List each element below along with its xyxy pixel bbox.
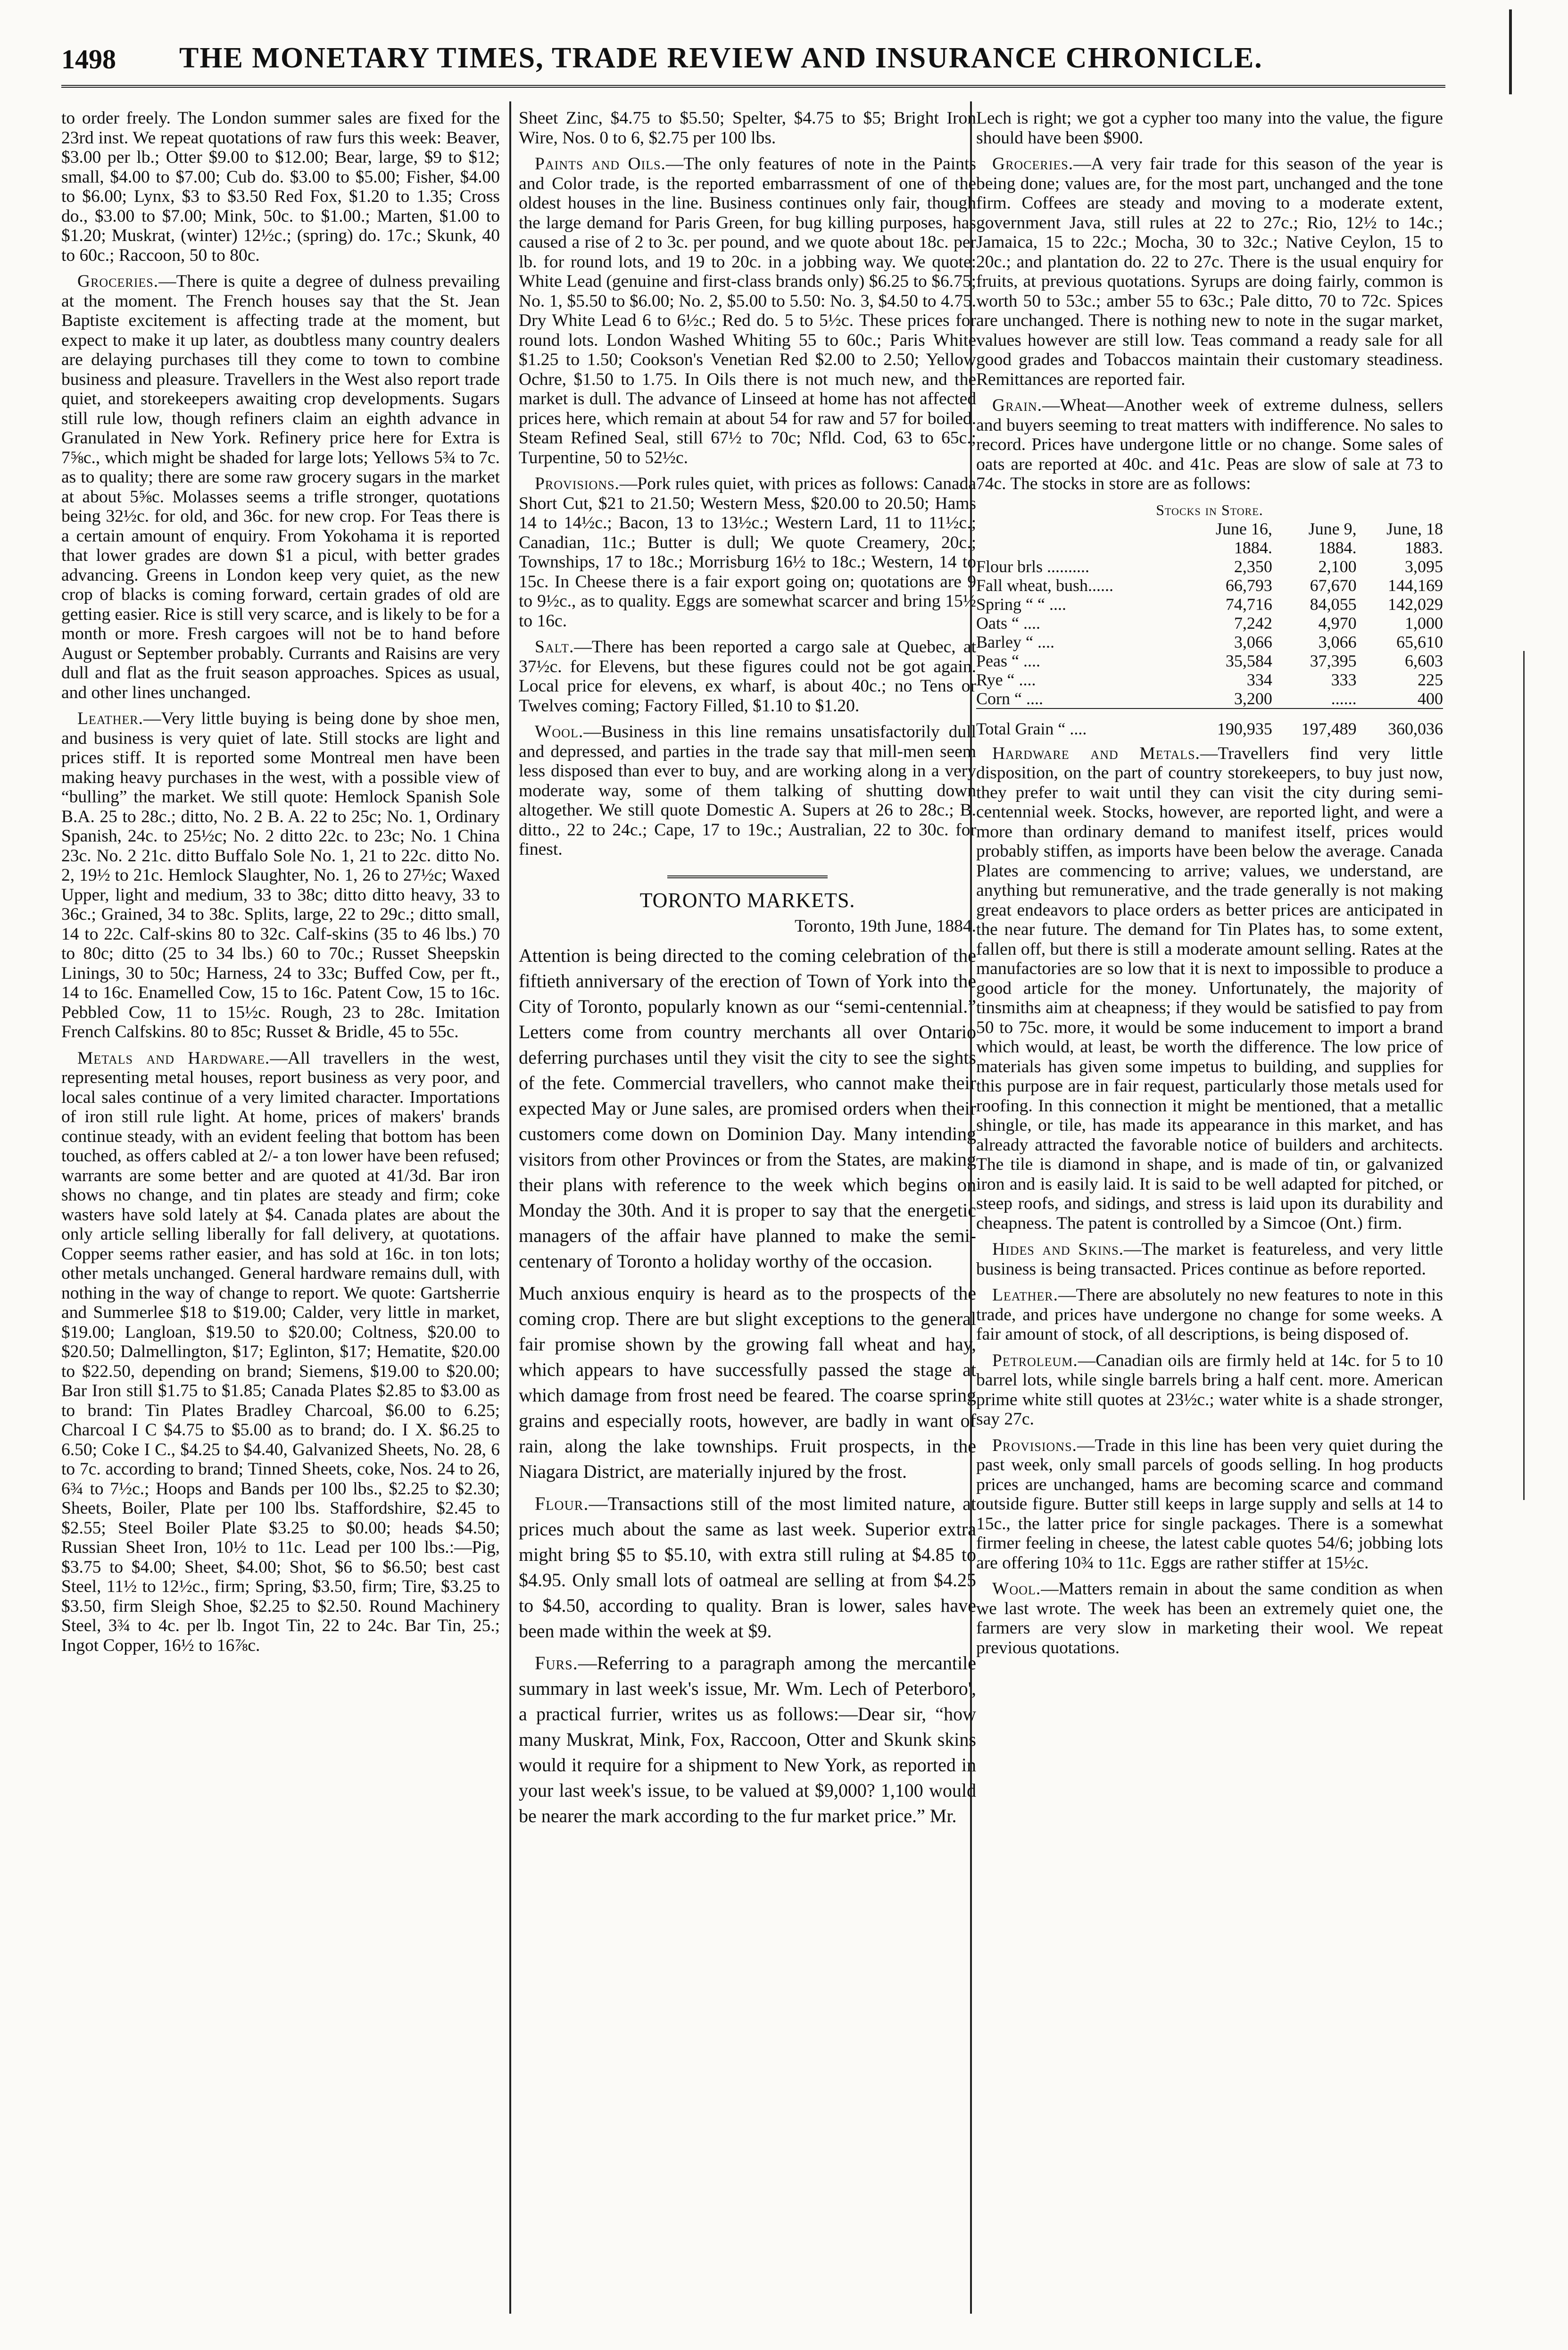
table-row (976, 633, 1443, 651)
table-row (976, 595, 1443, 614)
column-3-top (976, 108, 1443, 494)
paragraph-text: —Trade in this line has been very quiet during the past week, only small parcels of goods selling. In hog products prices are unchanged, hams are becoming scarce and command outside figure. Butter still keeps in large supply and sells at 14 to 15c., the latter price for single packages. There is a somewhat firmer feeling in cheese, the latest cable quotes 54/6; jobbing lots are offering 10¾ to 11c. Eggs are rather stiffer at 15½c. (976, 1435, 1443, 1573)
paragraph (976, 1436, 1443, 1573)
paragraph-text: —Matters remain in about the same condition as when we last wrote. The week has been an extremely quiet one, the farmers are very slow in marketing their wool. We repeat previous quotations. (976, 1579, 1443, 1658)
row-label: Rye “ .... (976, 670, 1036, 689)
paragraph-text: —Canadian oils are firmly held at 14c. for 5 to 10 barrel lots, while single barrels bring a half cent. more. American prime white still quotes at 23½c.; water white is a shade stronger, say 27c. (976, 1350, 1443, 1429)
column-2-top (519, 108, 976, 859)
section-lead: Salt. (535, 637, 574, 657)
row-value: 3,095 (1405, 557, 1443, 576)
column-2-article (519, 943, 976, 1829)
column-header-year: 1884. (1234, 538, 1272, 557)
paragraph (976, 744, 1443, 1233)
table-row (976, 651, 1443, 670)
publication-title: THE MONETARY TIMES, TRADE REVIEW AND INSURANCE CHRONICLE. (179, 42, 1263, 74)
stocks-table (976, 500, 1443, 738)
dateline: Toronto, 19th June, 1884. (795, 917, 976, 936)
stocks-table-body (976, 557, 1443, 708)
paragraph (976, 1579, 1443, 1658)
section-title: TORONTO MARKETS. (639, 888, 855, 912)
paragraph-text: Much anxious enquiry is heard as to the prospects of the coming crop. There are but slight exceptions to the general fair promise shown by the growing fall wheat and hay, which appears to have successfully passed the stage at which damage from frost need be feared. The coarse spring grains and especially roots, however, are badly in want of rain, along the lake townships. Fruit prospects, in the Niagara District, are materially injured by the frost. (519, 1282, 976, 1482)
paragraph-text: —Travellers find very little disposition, on the part of country storekeepers, to buy just now, they prefer to wait until they can visit the city during semi-centennial week. Stocks, however, are reported light, and were a more than ordinary demand to manifest itself, prices would probably stiffen, as imports have been below the average. Canada Plates are commencing to arrive; values, we understand, are anything but remunerative, and the trade generally is not making great endeavors to place orders as better prices are anticipated in the near future. The demand for Tin Plates has, to some extent, fallen off, but there is still a moderate amount selling. Rates at the manufactories are so low that it is next to impossible to produce a good article for the money. Unfortunately, the majority of tinsmiths aim at cheapness; if they would be satisfied to pay from 50 to 75c. more, it would be some inducement to import a brand which would, at least, be worth the difference. The low price of materials has given some impetus to building, and supplies for this purpose are in fair request, particularly those metals used for roofing. In this connection it might be mentioned, that a metallic shingle, or tile, has made its appearance in this market, and has already attracted the favorable notice of builders and architects. The tile is diamond in shape, and is made of tin, or galvanized iron and is easily laid. It is said to be well adapted for pitched, or steep roofs, and sidings, and stress is laid upon its durability and cheapness. The patent is controlled by a Simcoe (Ont.) firm. (976, 743, 1443, 1233)
paragraph (61, 1049, 500, 1656)
section-lead: Leather. (992, 1285, 1058, 1305)
total-value: 190,935 (1217, 719, 1272, 738)
paragraph-text: —Wheat—Another week of extreme dulness, sellers and buyers seeming to treat matters with indifference. No sales to record. Prices have undergone little or no change. Some sales of oats are reported at 40c. and 41c. Peas are slow of sale at 73 to 74c. The stocks in store are as follows: (976, 396, 1443, 493)
header-rule (61, 85, 1445, 88)
paragraph-text: —The market is featureless, and very little business is being transacted. Prices continue as before reported. (976, 1240, 1443, 1279)
paragraph-text: —The only features of note in the Paints and Color trade, is the reported embarrassment of one of the oldest houses in the line. Business continues only fair, though the large demand for Paris Green, for bug killing purposes, has caused a rise of 2 to 3c. per pound, and we quote about 18c. per lb. for round lots, and 19 to 20c. in a jobbing way. We quote: White Lead (genuine and first-class brands only) $6.25 to $6.75; No. 1, $5.50 to $6.00; No. 2, $5.00 to 5.50: No. 3, $4.50 to 4.75. Dry White Lead 6 to 6½c.; Red do. 5 to 5½c. These prices for round lots. London Washed Whiting 55 to 60c.; Paris White $1.25 to 1.50; Cookson's Venetian Red $2.00 to 2.50; Yellow Ochre, $1.50 to 1.75. In Oils there is not much new, and the market is dull. The advance of Linseed at home has not affected prices here, which remain at about 54 for raw and 57 for boiled. Steam Refined Seal, still 67½ to 70c; Nfld. Cod, 63 to 65c.; Turpentine, 50 to 52½c. (519, 154, 976, 467)
table-row (976, 557, 1443, 576)
page-header (61, 38, 1443, 80)
paragraph-text: —There are absolutely no new features to note in this trade, and prices have undergone no change for some weeks. A fair amount of stock, of all descriptions, is being disposed of. (976, 1285, 1443, 1344)
paragraph-text: —Pork rules quiet, with prices as follows: Canada Short Cut, $21 to 21.50; Western Mess, $20.00 to 20.50; Hams 14 to 14½c.; Bacon, 13 to 13½c.; Western Lard, 11 to 11½c.; Canadian, 11c.; Butter is dull; We quote Creamery, 20c.; Townships, 17 to 18c.; Morrisburg 16½ to 18c.; Western, 14 to 15c. In Cheese there is a fair export going on; quotations are 9 to 9½c., as to quality. Eggs are somewhat scarcer and bring 15½ to 16c. (519, 474, 976, 631)
row-value: 144,169 (1388, 575, 1443, 595)
row-label: Corn “ .... (976, 689, 1043, 708)
column-header-year: 1884. (1318, 538, 1357, 557)
paragraph-text: —There is quite a degree of dulness prevailing at the moment. The French houses say that the St. Jean Baptiste excitement is affecting trade at the moment, but expect to make it up later, as doubtless many country dealers are delaying purchases till they come to town to combine business and pleasure. Travellers in the West also report trade quiet, and storekeepers awaiting crop developments. Sugars still rule low, though refiners claim an eighth advance in Granulated in New York. Refinery price here for Extra is 7⅝c., which might be shaded for large lots; Yellows 5¾ to 7c. as to quality; there are some raw grocery sugars in the market at about 5⅝c. Molasses seems a trifle stronger, quotations being 32½c. for old, and 36c. for new crop. For Teas there is a certain amount of enquiry. From Yokohama it is reported that lower grades are down $1 a picul, with better grades advancing. Greens in London keep very quiet, as the new crop of blacks is coming forward, certain grades of old are getting easier. Rice is still very scarce, and is likely to be for a month or more. Fresh cargoes will not be to hand before August or September probably. Currants and Raisins are very dull and flat as the fruit season approaches. Spices as usual, and other lines unchanged. (61, 272, 500, 702)
margin-bracket (1523, 651, 1527, 1500)
row-value: 333 (1331, 670, 1357, 689)
paragraph (519, 1281, 976, 1484)
table-row (976, 689, 1443, 708)
row-label: Barley “ .... (976, 632, 1054, 651)
column-header-year: 1883. (1405, 538, 1443, 557)
paragraph-text: —All travellers in the west, representing metal houses, report business as very poor, and local sales continue of a very limited character. Importations of iron still rule light. At home, prices of makers' brands continue steady, with an evident feeling that bottom has been touched, as offers cabled at 2/- a ton lower have been refused; warrants are some better and are quoted at 41/3d. Bar iron shows no change, and tin plates are steady and firm; coke wasters have sold lately at $4. Canada plates are about the only article selling liberally for fall delivery, at quotations. Copper seems rather easier, and has sold at 16c. in ton lots; other metals unchanged. General hardware remains dull, with nothing in the way of change to report. We quote: Gartsherrie and Summerlee $18 to $19.00; Calder, very little in market, $19.00; Langloan, $19.50 to $20.00; Coltness, $20.00 to $20.50; Dalmellington, $17; Eglinton, $17; Hematite, $20.00 to $22.50, depending on brand; Siemens, $19.00 to $20.00; Bar Iron still $1.75 to $1.85; Canada Plates $2.85 to $3.00 as to brand: Tin Plates Bradley Charcoal, $6.00 to 6.25; Charcoal I C $4.75 to $5.00 as to brand; do. I X. $6.25 to 6.50; Coke I C., $4.25 to $4.40, Galvanized Sheets, No. 28, 6 to 7c. according to brand; Tinned Sheets, coke, Nos. 24 to 26, 6¾ to 7½c.; Hoops and Bands per 100 lbs., $2.25 to $2.30; Sheets, Boiler, Plate per 100 lbs. Staffordshire, $2.45 to $2.55; Steel Boiler Plate $3.25 to $0.00; heads $4.50; Russian Sheet Iron, 10½ to 11c. Lead per 100 lbs.:—Pig, $3.75 to $4.00; Sheet, $4.00; Shot, $6 to $6.50; best cast Steel, 11½ to 12½c., firm; Spring, $3.50, firm; Tire, $3.25 to $3.50, firm Sleigh Shoe, $2.25 to $2.50. Round Machinery Steel, 3¾ to 4c. per lb. Ingot Tin, 22 to 24c. Bar Tin, 25.; Ingot Copper, 16½ to 16⅞c. (61, 1048, 500, 1655)
total-value: 360,036 (1388, 719, 1443, 738)
paragraph (976, 396, 1443, 494)
table-row (976, 614, 1443, 633)
paragraph (976, 1240, 1443, 1279)
paragraph-text: —Very little buying is being done by shoe men, and business is very quiet of late. Still stocks are light and prices stiff. It is reported some Montreal men have been making heavy purchases in the west, with a possible view of “bulling” the market. We still quote: Hemlock Spanish Sole B.A. 25 to 28c.; ditto, No. 2 B. A. 22 to 25c; No. 1, Ordinary Spanish, 24c. to 25½c; No. 2 ditto 22c. to 23c; No. 1 China 23c. No. 2 21c. ditto Buffalo Sole No. 1, 21 to 22c. ditto No. 2, 19½ to 21c. Hemlock Slaughter, No. 1, 26 to 27½c; Waxed Upper, light and medium, 33 to 38c; ditto ditto heavy, 33 to 36c.; Grained, 34 to 38c. Splits, large, 22 to 29c.; ditto small, 14 to 22c. Calf-skins 80 to 32c. Calf-skins (35 to 46 lbs.) 70 to 80c; ditto (25 to 34 lbs.) 60 to 70c.; Russet Sheepskin Linings, 30 to 50c; Harness, 24 to 33c; Buffed Cow, per ft., 14 to 16c. Enamelled Cow, 15 to 16c. Patent Cow, 15 to 16c. Pebbled Cow, 11 to 15½c. Rough, 23 to 28c. Imitation French Calfskins. 80 to 85c; Russet & Bridle, 45 to 55c. (61, 709, 500, 1042)
row-label: Flour brls .......... (976, 557, 1090, 576)
section-lead: Wool. (535, 722, 584, 742)
row-value: 4,970 (1318, 613, 1357, 633)
row-value: ...... (1331, 689, 1357, 708)
paragraph-text: to order freely. The London summer sales are fixed for the 23rd inst. We repeat quotations of raw furs this week: Beaver, $3.00 per lb.; Otter $9.00 to $12.00; Bear, large, $9 to $12; small, $4.00 to $7.00; Cub do. $3.00 to $5.00; Fisher, $4.00 to $6.00; Lynx, $3 to $3.50 Red Fox, $1.20 to 1.35; Cross do., $3.00 to $7.00; Mink, 50c. to $1.00.; Marten, $1.00 to $1.20; Muskrat, (winter) 12½c.; (spring) do. 17c.; Skunk, 40 to 60c.; Raccoon, 50 to 80c. (61, 108, 500, 265)
row-value: 74,716 (1225, 594, 1272, 614)
row-value: 1,000 (1405, 613, 1443, 633)
paragraph (519, 943, 976, 1274)
paragraph (519, 154, 976, 467)
row-value: 37,395 (1310, 651, 1357, 670)
column-header: June 16, (1215, 519, 1272, 538)
row-value: 35,584 (1225, 651, 1272, 670)
row-label: Spring “ “ .... (976, 594, 1066, 614)
section-lead: Metals and Hardware. (77, 1048, 270, 1068)
column-2 (519, 108, 976, 2325)
paragraph (519, 1650, 976, 1829)
total-value: 197,489 (1301, 719, 1357, 738)
row-value: 2,350 (1234, 557, 1272, 576)
row-label: Peas “ .... (976, 651, 1040, 670)
paragraph (61, 108, 500, 265)
paragraph (976, 1351, 1443, 1429)
row-value: 65,610 (1396, 632, 1443, 651)
section-divider (667, 875, 828, 878)
paragraph (976, 108, 1443, 148)
row-value: 334 (1246, 670, 1272, 689)
section-lead: Hides and Skins. (992, 1240, 1124, 1259)
section-lead: Hardware and Metals. (992, 743, 1200, 763)
paragraph-text: —Business in this line remains unsatisfactorily dull and depressed, and parties in the trade say that mill-men seem less disposed than ever to buy, and are working along in a very moderate way, some of them talking of shutting down altogether. We still quote Domestic A. Supers at 26 to 28c.; B. ditto., 22 to 24c.; Cape, 17 to 19c.; Australian, 22 to 30c. for finest. (519, 722, 976, 859)
table-row (976, 670, 1443, 689)
row-value: 67,670 (1310, 575, 1357, 595)
paragraph (519, 637, 976, 716)
paragraph-text: —Transactions still of the most limited nature, at prices much about the same as last week. Superior extra might bring $5 to $5.10, with extra still ruling at $4.85 to $4.95. Only small lots of oatmeal are selling at from $4.25 to $4.50, according to quality. Bran is lower, sales have been made within the week at $9. (519, 1492, 976, 1642)
paragraph (519, 1491, 976, 1644)
paragraph (519, 474, 976, 631)
column-3 (976, 108, 1443, 2325)
section-lead: Flour. (535, 1492, 589, 1514)
row-value: 7,242 (1234, 613, 1272, 633)
row-value: 3,066 (1234, 632, 1272, 651)
row-label: Oats “ .... (976, 613, 1040, 633)
section-lead: Wool. (992, 1579, 1041, 1599)
column-rule-1 (509, 101, 511, 2314)
paragraph (976, 1285, 1443, 1344)
paragraph-text: —Referring to a paragraph among the mercantile summary in last week's issue, Mr. Wm. Lech of Peterboro', a practical furrier, writes us as follows:—Dear sir, “how many Muskrat, Mink, Fox, Raccoon, Otter and Skunk skins would it require for a shipment to New York, as reported in your last week's issue, to be valued at $9,000? 1,100 would be nearer the mark according to the fur market price.” Mr. (519, 1652, 976, 1826)
paragraph (519, 108, 976, 148)
section-lead: Groceries. (992, 154, 1074, 174)
row-value: 142,029 (1388, 594, 1443, 614)
section-lead: Furs. (535, 1652, 578, 1674)
row-value: 3,200 (1234, 689, 1272, 708)
row-value: 3,066 (1318, 632, 1357, 651)
column-3-bottom (976, 744, 1443, 1658)
paragraph-text: —A very fair trade for this season of the year is being done; values are, for the most part, unchanged and the tone firm. Coffees are steady and moving to a moderate extent, government Java, still rules at 22 to 27c.; Rio, 12½ to 14c.; Jamaica, 15 to 22c.; Mocha, 30 to 32c.; Native Ceylon, 15 to 20c.; and plantation do. 22 to 27c. There is the usual enquiry for fruits, at previous quotations. Syrups are doing fairly, common is worth 50 to 53c.; amber 55 to 63c.; Pale ditto, 70 to 72c. Spices are unchanged. There is nothing new to note in the sugar market, values however are still low. Teas command a ready sale for all good grades and Tobaccos maintain their customary steadiness. Remittances are reported fair. (976, 154, 1443, 389)
table-row (976, 576, 1443, 595)
total-label: Total Grain “ .... (976, 719, 1087, 738)
row-value: 84,055 (1310, 594, 1357, 614)
table-total-row (976, 711, 1443, 738)
paragraph-text: Lech is right; we got a cypher too many into the value, the figure should have been $900. (976, 108, 1443, 148)
paragraph-text: Attention is being directed to the coming celebration of the fiftieth anniversary of the erection of Town of York into the City of Toronto, popularly known as our “semi-centennial.” Letters come from country merchants all over Ontario deferring purchases until they visit the city to see the sights of the fete. Commercial travellers, who cannot make their expected May or June sales, are promised orders when their customers come down on Dominion Day. Many intending visitors from other Provinces or from the States, are making their plans with reference to the week which begins on Monday the 30th. And it is proper to say that the energetic managers of the affair have planned to make the semi-centenary of Toronto a holiday worthy of the occasion. (519, 944, 976, 1272)
paragraph (61, 709, 500, 1042)
column-header: June 9, (1308, 519, 1357, 538)
section-lead: Groceries. (77, 272, 159, 291)
column-header: June, 18 (1386, 519, 1443, 538)
page-number: 1498 (61, 44, 116, 75)
row-value: 400 (1418, 689, 1443, 708)
section-lead: Grain. (992, 396, 1043, 415)
section-lead: Provisions. (992, 1435, 1077, 1455)
row-label: Fall wheat, bush...... (976, 575, 1113, 595)
section-lead: Petroleum. (992, 1350, 1078, 1370)
paragraph-text: Sheet Zinc, $4.75 to $5.50; Spelter, $4.75 to $5; Bright Iron Wire, Nos. 0 to 6, $2.75 per 100 lbs. (519, 108, 976, 148)
section-lead: Paints and Oils. (535, 154, 666, 174)
stocks-table-caption: Stocks in Store. (1156, 501, 1263, 518)
paragraph (61, 272, 500, 702)
row-value: 2,100 (1318, 557, 1357, 576)
row-value: 225 (1418, 670, 1443, 689)
margin-mark (1509, 9, 1516, 94)
row-value: 6,603 (1405, 651, 1443, 670)
paragraph (976, 154, 1443, 389)
section-lead: Leather. (77, 709, 143, 728)
column-1 (61, 108, 500, 2325)
paragraph (519, 722, 976, 859)
paragraph-text: —There has been reported a cargo sale at Quebec, at 37½c. for Elevens, but these figures could not be got again. Local price for elevens, ex wharf, is about 40c.; no Tens or Twelves coming; Factory Filled, $1.10 to $1.20. (519, 637, 976, 716)
row-value: 66,793 (1225, 575, 1272, 595)
section-lead: Provisions. (535, 474, 620, 493)
